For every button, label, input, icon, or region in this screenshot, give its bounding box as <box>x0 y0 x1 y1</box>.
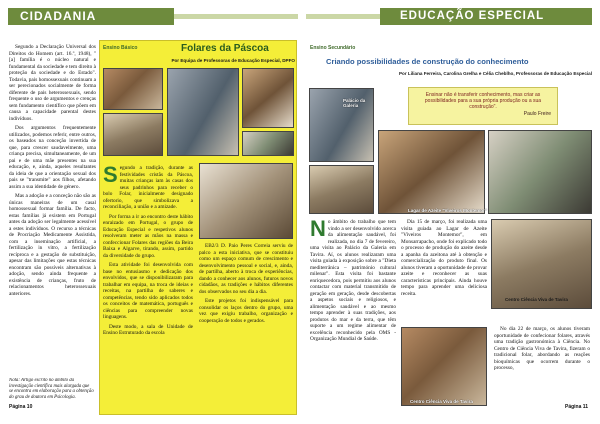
photo-baked-folar <box>103 113 163 156</box>
paragraph: Deste modo, a sala de Unidade de Ensino Estruturado da escola <box>103 323 193 336</box>
article-column-2 <box>199 243 293 403</box>
left-column-text <box>9 44 96 374</box>
photo-finished-folares <box>242 131 294 156</box>
caption-centro-1: Centro Ciência Viva de Tavira <box>410 399 473 404</box>
right-column-3 <box>494 326 590 402</box>
page-number-left: Página 10 <box>9 404 33 410</box>
right-section-banner: EDUCAÇÃO ESPECIAL <box>380 8 592 25</box>
drop-cap: S <box>103 165 118 187</box>
article-ribbon: Ensino Básico <box>103 45 138 51</box>
paragraph: egundo a tradição, durante as festividades cristãs da Páscoa, muitas crianças iam às casas dos seus padrinhos para receber o bolo Folar, inicialmente designado ofertorio, que simbolizava a reconciliação, a união e a amizade. <box>103 165 193 210</box>
photo-dough <box>103 68 163 110</box>
paragraph: Este projetos foi indispensável para consolidar os laços dentro do grupo, uma vez que exigiu trabalho, organização e cooperação de todos e gerados. <box>199 298 293 324</box>
paragraph: Dos argumentos frequentemente utilizados, podemos referir, entre outros, os baseados na conceção invertida de que, para crescer saudavelmente, uma criança precisa, simultaneamente, de um pai e de uma mãe presentes na sua educação, e, ainda, aqueles resultantes da ideia de que a orientação sexual dos pais se "transmite" aos filhos, afetando assim a sua identidade de género. <box>9 125 96 190</box>
quote-text: Ensinar não é transferir conhecimento, mas criar as possibilidades para a sua própria produção ou a sua construção". <box>424 92 542 110</box>
caption-lagar: Lagar de Azeite "Viveiros Montemor" <box>408 208 488 213</box>
paragraph: Mas a adoção e a conceção não são as únicas maneiras de um casal homossexual formar família. De facto, estas famílias já existem em Portugal antes da adoção ser legalmente acessível a estes indivíduos. O recurso a técnicas de Procriação Medicamente Assistida, com a inseminação artificial, a fertilização in vitro, a fertilização recíproca e a gestação de substituição, apesar das limitações que estas técnicas encontram são possíveis alternativas à adoção, sendo ainda frequente a existência de crianças, fruto de relacionamentos heterossexuais anteriores. <box>9 193 96 297</box>
article-note: Nota: Artigo escrito no âmbito da investigação científica mais alargada que se encontra em elaboração para a obtenção do grau de doutora em Psicologia. <box>9 378 94 400</box>
photo-cooking-group <box>199 163 293 239</box>
article-column-1 <box>103 165 193 405</box>
paragraph: o âmbito do trabalho que tem vindo a ser desenvolvido acerca da alimentação saudável, foi realizada, no dia 7 de fevereiro, uma visita ao Palácio da Galeria em Tavira. Aí, os alunos realizaram uma visita guiada à exposição sobre a "Dieta mediterrânica – património cultural milenar". Esta visita foi bastante enriquecedora, pois permitiu aos alunos contactar com material transmitido de geração em geração, desde descobertas a aspetos sociais e religiosos, e alimentação saudável e ao mesmo tempo aprender à suas tradições, aos produtos do mar e da terra, que têm suporte a um regime alimentar de excelência reconhecido pela OMS - Organização Mundial de Saúde. <box>310 219 396 342</box>
paragraph: Esta atividade foi desenvolvida com base no entusiasmo e dedicação dos envolvidos, que se disponibilizaram para trabalhar em equipa, na troca de ideias e receitas, na partilha de saberes e competências, tendo sido aplicados todos os conceitos de matemática, português e ciências para compreender novas linguagens. <box>103 262 193 320</box>
photo-student-baking <box>242 68 294 128</box>
article-byline: Por Equipa de Professoras de Educação Especial, DPFO <box>171 58 295 63</box>
right-column-2 <box>401 219 487 321</box>
article-title: Folares da Páscoa <box>181 43 269 54</box>
photo-olive-oil <box>488 130 592 214</box>
quote-author: Paulo Freire <box>523 111 551 117</box>
photo-science-center-2 <box>491 219 592 309</box>
paragraph: No dia 22 de março, os alunos tiveram oportunidade de confecionar folares, através uma tradição gastronómica à Ciência. No Centro de Ciência Viva de Tavira, fizeram o tradicional folar, abordando as reações bioquímicas que ocorrem durante o processo, <box>494 326 590 371</box>
right-column-1 <box>310 219 396 409</box>
page-number-right: Página 11 <box>565 404 589 410</box>
photo-students-kitchen <box>167 68 239 156</box>
quote-box <box>408 87 558 125</box>
article-title: Criando possibilidades de construção do conhecimento <box>326 57 529 66</box>
caption-palacio: Palácio da Galeria <box>343 98 366 108</box>
caption-centro-2: Centro Ciência Viva de Tavira <box>505 297 568 302</box>
photo-olive-press-group <box>378 130 488 214</box>
article-ribbon: Ensino Secundário <box>310 45 356 51</box>
paragraph: EB2/3 D. Paio Peres Correia serviu de palco a esta iniciativa, que se constituiu como um espaço comum de crescimento e desenvolvimento pessoal e social, e, ainda, de partilha, aberto à troca de experiências, dando a conhecer aos alunos, futuros novos cidadãos, as tradições e hábitos diferentes dos observados no seu dia a dia. <box>199 243 293 295</box>
left-section-banner: CIDADANIA <box>8 8 174 25</box>
photo-science-center-1 <box>401 327 487 406</box>
paragraph: Segundo a Declaração Universal dos Direitos do Homem (art. 16.º, 1948), "[a] família é o núcleo natural e fundamental da sociedade e tem direito à proteção da sociedade e do Estado". Todavia, pais homossexuais continuam a ser perecionados socialmente de forma diferente de pais heterossexuais, sendo frequente o uso de argumentos e crenças sem fundamento científico que põem em causa a capacidade parental destes indivíduos. <box>9 44 96 122</box>
drop-cap: N <box>310 219 326 241</box>
paragraph: Por forma a ir ao encontro deste hábito enraizado em Portugal, o grupo de Educação Especial e respetivos alunos resolveram meter as mãos na massa e confeccionar Folares das regiões da Beira Baixa e Algarve, tirando, assim, partido da diversidade do grupo. <box>103 213 193 259</box>
photo-exhibition-room <box>309 165 374 214</box>
article-byline: Por Liliana Ferreira, Carolina Grelha e Célia Cheblho, Professoras de Educação Especial <box>398 71 592 76</box>
paragraph: Dia 15 de março, foi realizada uma visita guiada ao Lagar de Azeite "Viveiros Montemor", em Monsarrapacho, onde foi explicado todo o processo de produção do azeite desde a apanha da azeitona até à obtenção e comercialização do produto final. Os alunos tiveram a oportunidade de provar azeite e reconhecer as suas características principais. Ainda houve tempo para aprender uma deliciosa receita. <box>401 219 487 297</box>
